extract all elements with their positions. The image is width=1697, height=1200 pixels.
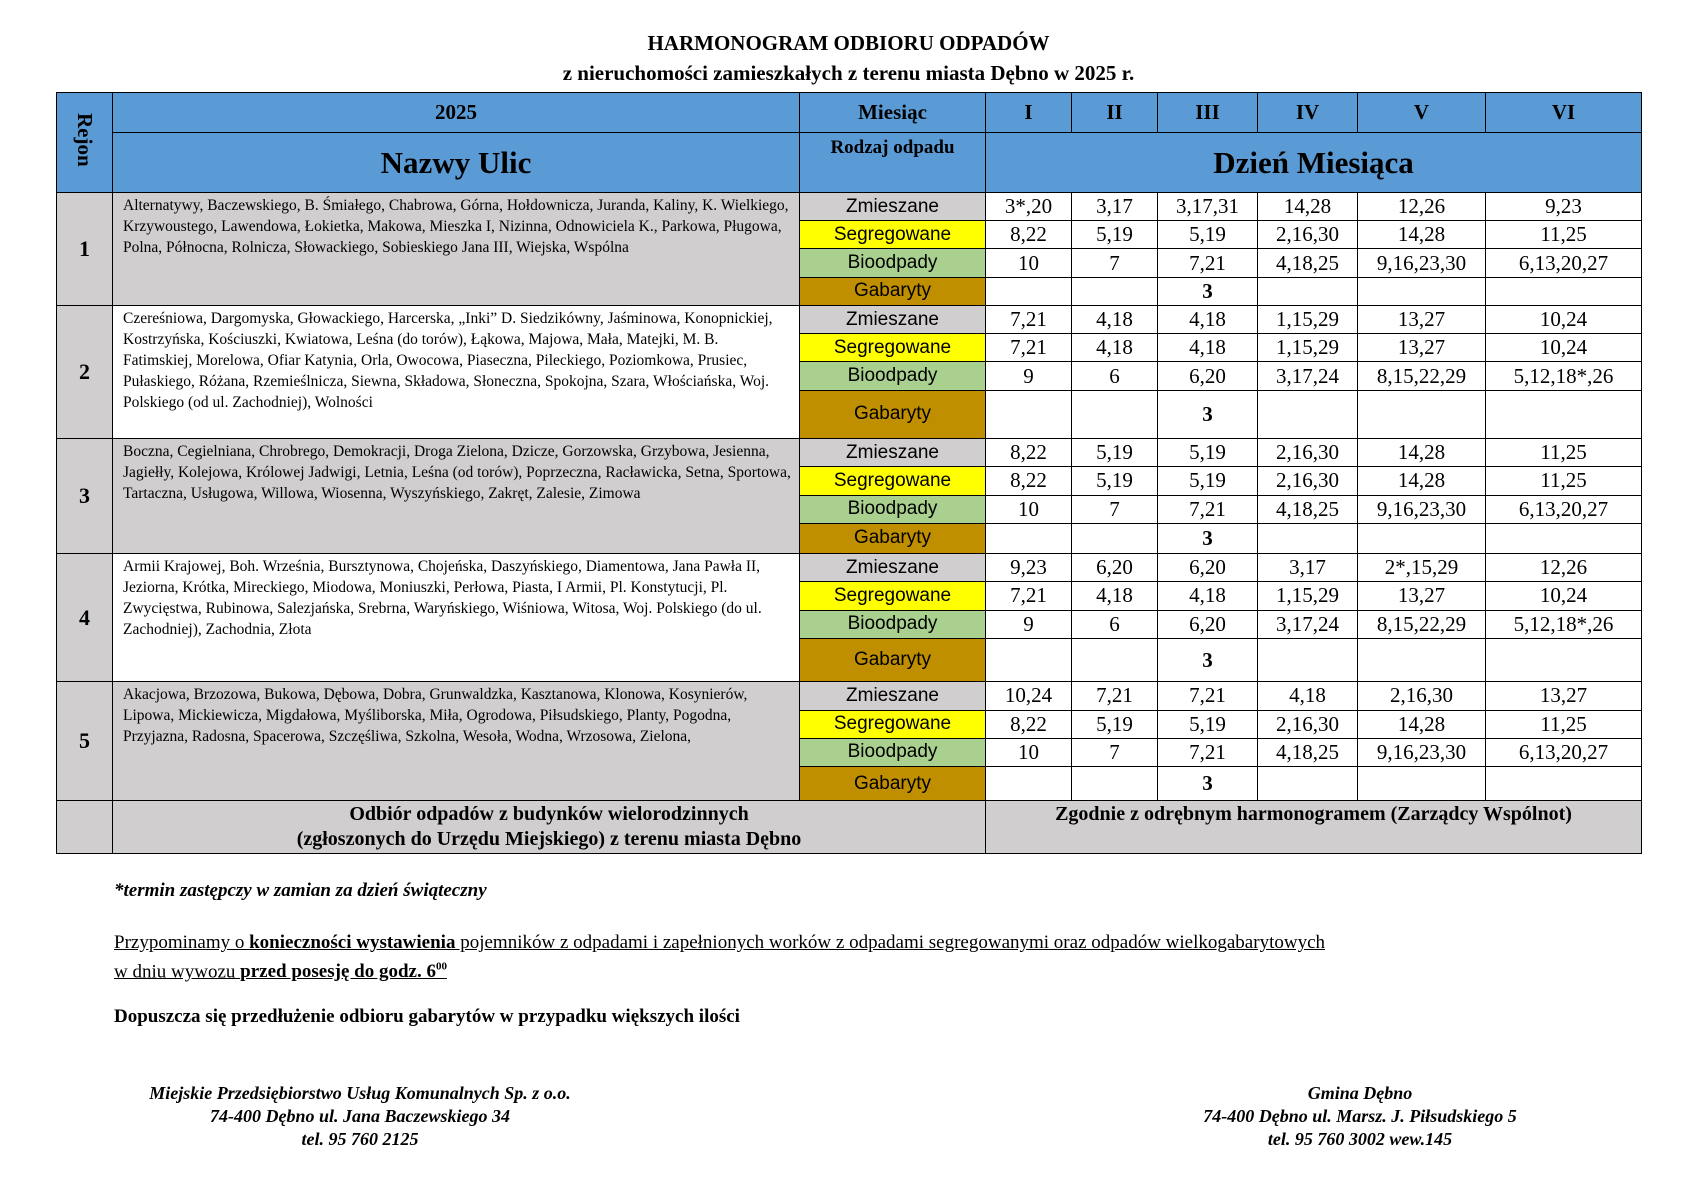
day-cell: 1,15,29 bbox=[1258, 334, 1358, 362]
waste-type-segregowane: Segregowane bbox=[800, 467, 986, 495]
day-cell: 4,18,25 bbox=[1258, 495, 1358, 523]
waste-type-gabaryty: Gabaryty bbox=[800, 277, 986, 305]
day-cell bbox=[986, 523, 1072, 553]
day-cell: 4,18 bbox=[1072, 582, 1158, 610]
day-cell bbox=[1358, 390, 1486, 438]
waste-type-zmieszane: Zmieszane bbox=[800, 682, 986, 710]
day-cell: 6,20 bbox=[1158, 610, 1258, 638]
day-cell: 3 bbox=[1158, 277, 1258, 305]
day-cell: 3 bbox=[1158, 767, 1258, 801]
day-cell: 7,21 bbox=[1072, 682, 1158, 710]
day-cell: 14,28 bbox=[1358, 710, 1486, 738]
day-cell: 11,25 bbox=[1486, 221, 1642, 249]
region-number: 4 bbox=[57, 554, 113, 682]
day-cell: 6 bbox=[1072, 362, 1158, 390]
day-cell: 4,18 bbox=[1072, 305, 1158, 333]
day-cell: 13,27 bbox=[1486, 682, 1642, 710]
day-cell: 6,20 bbox=[1158, 362, 1258, 390]
day-cell bbox=[1258, 767, 1358, 801]
day-cell: 9,16,23,30 bbox=[1358, 495, 1486, 523]
day-cell bbox=[1486, 277, 1642, 305]
schedule-row bbox=[57, 192, 1642, 220]
day-cell: 5,19 bbox=[1072, 710, 1158, 738]
day-cell bbox=[1486, 523, 1642, 553]
day-cell: 4,18 bbox=[1158, 334, 1258, 362]
day-cell: 10,24 bbox=[1486, 305, 1642, 333]
day-cell: 1,15,29 bbox=[1258, 305, 1358, 333]
day-cell: 4,18 bbox=[1158, 305, 1258, 333]
day-cell bbox=[986, 767, 1072, 801]
day-cell: 4,18 bbox=[1158, 582, 1258, 610]
day-cell: 10,24 bbox=[986, 682, 1072, 710]
region-number: 1 bbox=[57, 192, 113, 305]
day-cell: 12,26 bbox=[1486, 554, 1642, 582]
day-cell: 5,19 bbox=[1158, 221, 1258, 249]
schedule-row bbox=[57, 682, 1642, 710]
waste-type-zmieszane: Zmieszane bbox=[800, 305, 986, 333]
day-cell bbox=[1258, 638, 1358, 681]
day-cell: 7,21 bbox=[986, 305, 1072, 333]
day-cell: 3,17,24 bbox=[1258, 610, 1358, 638]
day-cell: 14,28 bbox=[1358, 221, 1486, 249]
day-cell bbox=[1072, 277, 1158, 305]
day-cell bbox=[986, 638, 1072, 681]
waste-type-bioodpady: Bioodpady bbox=[800, 362, 986, 390]
day-cell: 3,17,31 bbox=[1158, 192, 1258, 220]
day-cell bbox=[1358, 638, 1486, 681]
day-cell: 5,19 bbox=[1158, 710, 1258, 738]
day-cell: 11,25 bbox=[1486, 467, 1642, 495]
month-header: I bbox=[986, 93, 1072, 133]
miesiac-header: Miesiąc bbox=[800, 93, 986, 133]
day-cell: 14,28 bbox=[1358, 467, 1486, 495]
month-header: VI bbox=[1486, 93, 1642, 133]
waste-type-zmieszane: Zmieszane bbox=[800, 192, 986, 220]
document-subtitle: z nieruchomości zamieszkałych z terenu miasta Dębno w 2025 r. bbox=[562, 61, 1135, 85]
day-cell: 10 bbox=[986, 738, 1072, 766]
waste-type-gabaryty: Gabaryty bbox=[800, 767, 986, 801]
day-cell bbox=[1258, 277, 1358, 305]
day-cell bbox=[1358, 277, 1486, 305]
waste-type-gabaryty: Gabaryty bbox=[800, 523, 986, 553]
day-cell: 5,19 bbox=[1072, 439, 1158, 467]
footer-rejon-cell bbox=[57, 801, 113, 854]
day-cell: 3*,20 bbox=[986, 192, 1072, 220]
day-cell bbox=[1486, 638, 1642, 681]
waste-type-bioodpady: Bioodpady bbox=[800, 738, 986, 766]
day-cell: 7,21 bbox=[1158, 682, 1258, 710]
day-cell bbox=[1258, 523, 1358, 553]
day-cell: 8,22 bbox=[986, 710, 1072, 738]
day-cell: 8,22 bbox=[986, 439, 1072, 467]
day-cell: 11,25 bbox=[1486, 710, 1642, 738]
waste-type-zmieszane: Zmieszane bbox=[800, 554, 986, 582]
day-cell: 6 bbox=[1072, 610, 1158, 638]
rodzaj-odpadu-header: Rodzaj odpadu bbox=[800, 133, 986, 193]
waste-type-segregowane: Segregowane bbox=[800, 221, 986, 249]
schedule-table bbox=[56, 92, 1642, 854]
street-list: Akacjowa, Brzozowa, Bukowa, Dębowa, Dobra, Grunwaldzka, Kasztanowa, Klonowa, Kosynierów, Lipowa, Mickiewicza, Migdałowa, Myśliborska, Miła, Ogrodowa, Piłsudskiego, Planty, Pogodna, Przyjazna, Radosna, Spacerowa, Szczęśliwa, Szkolna, Wesoła, Wodna, Wrzosowa, Zielona, bbox=[113, 682, 800, 801]
day-cell: 13,27 bbox=[1358, 305, 1486, 333]
street-list: Alternatywy, Baczewskiego, B. Śmiałego, Chabrowa, Górna, Hołdownicza, Juranda, Kaliny, K. Wielkiego, Krzywoustego, Lawendowa, Łokietka, Makowa, Mieszka I, Nizinna, Odnowiciela K., Parkowa, Pługowa, Polna, Północna, Rolnicza, Słowackiego, Sobieskiego Jana III, Wiejska, Wspólna bbox=[113, 192, 800, 305]
footer-row bbox=[57, 801, 1642, 854]
schedule-row bbox=[57, 554, 1642, 582]
day-cell bbox=[1072, 390, 1158, 438]
dzien-miesiaca-header: Dzień Miesiąca bbox=[986, 133, 1642, 193]
day-cell: 14,28 bbox=[1258, 192, 1358, 220]
day-cell: 6,20 bbox=[1158, 554, 1258, 582]
day-cell: 2,16,30 bbox=[1258, 439, 1358, 467]
day-cell: 9 bbox=[986, 362, 1072, 390]
day-cell: 7,21 bbox=[1158, 738, 1258, 766]
day-cell: 7,21 bbox=[986, 582, 1072, 610]
day-cell: 3,17 bbox=[1072, 192, 1158, 220]
day-cell: 10,24 bbox=[1486, 582, 1642, 610]
day-cell: 5,19 bbox=[1072, 221, 1158, 249]
day-cell: 5,19 bbox=[1072, 467, 1158, 495]
day-cell: 7,21 bbox=[1158, 495, 1258, 523]
waste-type-bioodpady: Bioodpady bbox=[800, 495, 986, 523]
day-cell: 7 bbox=[1072, 495, 1158, 523]
schedule-row bbox=[57, 305, 1642, 333]
region-number: 3 bbox=[57, 439, 113, 554]
day-cell: 9,23 bbox=[986, 554, 1072, 582]
day-cell: 9,16,23,30 bbox=[1358, 738, 1486, 766]
day-cell: 3 bbox=[1158, 638, 1258, 681]
day-cell: 6,20 bbox=[1072, 554, 1158, 582]
day-cell: 7,21 bbox=[1158, 249, 1258, 277]
document-title: HARMONOGRAM ODBIORU ODPADÓW bbox=[647, 31, 1050, 55]
day-cell: 8,15,22,29 bbox=[1358, 610, 1486, 638]
day-cell: 8,22 bbox=[986, 221, 1072, 249]
day-cell: 11,25 bbox=[1486, 439, 1642, 467]
month-header: III bbox=[1158, 93, 1258, 133]
month-header: II bbox=[1072, 93, 1158, 133]
day-cell: 4,18 bbox=[1258, 682, 1358, 710]
street-list: Armii Krajowej, Boh. Września, Bursztynowa, Chojeńska, Daszyńskiego, Diamentowa, Jana Pawła II, Jeziorna, Krótka, Mireckiego, Miodowa, Moniuszki, Perłowa, Piasta, I Armii, Pl. Konstytucji, Pl. Zwycięstwa, Rubinowa, Salezjańska, Srebrna, Waryńskiego, Wiśniowa, Witosa, Woj. Polskiego (do ul. Zachodniej), Zachodnia, Złota bbox=[113, 554, 800, 682]
day-cell: 3 bbox=[1158, 390, 1258, 438]
day-cell bbox=[1072, 767, 1158, 801]
day-cell bbox=[1358, 523, 1486, 553]
day-cell: 7 bbox=[1072, 738, 1158, 766]
multi-family-line-1: Odbiór odpadów z budynków wielorodzinnych bbox=[349, 803, 749, 826]
day-cell: 5,12,18*,26 bbox=[1486, 610, 1642, 638]
region-number: 2 bbox=[57, 305, 113, 438]
day-cell: 3 bbox=[1158, 523, 1258, 553]
day-cell: 13,27 bbox=[1358, 582, 1486, 610]
day-cell: 1,15,29 bbox=[1258, 582, 1358, 610]
day-cell: 9,23 bbox=[1486, 192, 1642, 220]
holiday-note: *termin zastępczy w zamian za dzień świąteczny bbox=[114, 880, 487, 901]
multi-family-note bbox=[113, 801, 986, 854]
region-number: 5 bbox=[57, 682, 113, 801]
day-cell: 13,27 bbox=[1358, 334, 1486, 362]
day-cell bbox=[986, 390, 1072, 438]
day-cell: 7,21 bbox=[986, 334, 1072, 362]
day-cell: 9,16,23,30 bbox=[1358, 249, 1486, 277]
waste-type-segregowane: Segregowane bbox=[800, 334, 986, 362]
schedule-row bbox=[57, 439, 1642, 467]
extension-note: Dopuszcza się przedłużenie odbioru gabarytów w przypadku większych ilości bbox=[114, 1006, 740, 1027]
day-cell: 3,17,24 bbox=[1258, 362, 1358, 390]
separate-schedule-note: Zgodnie z odrębnym harmonogramem (Zarządcy Wspólnot) bbox=[986, 801, 1642, 854]
month-header: IV bbox=[1258, 93, 1358, 133]
reminder-text: Przypominamy o konieczności wystawienia pojemników z odpadami i zapełnionych worków z odpadami segregowanymi oraz odpadów wielkogabarytowych w dniu wywozu przed posesję do godz. $6^{00}$ bbox=[114, 932, 1325, 983]
waste-type-segregowane: Segregowane bbox=[800, 582, 986, 610]
waste-type-bioodpady: Bioodpady bbox=[800, 249, 986, 277]
day-cell bbox=[1258, 390, 1358, 438]
year-header: 2025 bbox=[113, 93, 800, 133]
day-cell: 4,18,25 bbox=[1258, 738, 1358, 766]
day-cell bbox=[1486, 390, 1642, 438]
day-cell: 4,18 bbox=[1072, 334, 1158, 362]
waste-type-zmieszane: Zmieszane bbox=[800, 439, 986, 467]
day-cell: 14,28 bbox=[1358, 439, 1486, 467]
day-cell: 9 bbox=[986, 610, 1072, 638]
waste-type-bioodpady: Bioodpady bbox=[800, 610, 986, 638]
day-cell: 2,16,30 bbox=[1258, 221, 1358, 249]
day-cell: 6,13,20,27 bbox=[1486, 495, 1642, 523]
day-cell bbox=[1072, 523, 1158, 553]
multi-family-line-2: (zgłoszonych do Urzędu Miejskiego) z terenu miasta Dębno bbox=[296, 828, 802, 851]
day-cell: 7 bbox=[1072, 249, 1158, 277]
waste-type-gabaryty: Gabaryty bbox=[800, 638, 986, 681]
day-cell: 2,16,30 bbox=[1258, 467, 1358, 495]
signature-mpuk: Miejskie Przedsiębiorstwo Usług Komunalnych Sp. z o.o. 74-400 Dębno ul. Jana Baczewskiego 34 tel. 95 760 2125 bbox=[149, 1083, 571, 1149]
month-header: V bbox=[1358, 93, 1486, 133]
waste-type-gabaryty: Gabaryty bbox=[800, 390, 986, 438]
day-cell: 2,16,30 bbox=[1358, 682, 1486, 710]
day-cell: 2*,15,29 bbox=[1358, 554, 1486, 582]
day-cell: 8,22 bbox=[986, 467, 1072, 495]
nazwy-ulic-header: Nazwy Ulic bbox=[113, 133, 800, 193]
street-list: Boczna, Cegielniana, Chrobrego, Demokracji, Droga Zielona, Dzicze, Gorzowska, Grzybowa, Jesienna, Jagiełły, Kolejowa, Królowej Jadwigi, Letnia, Leśna (od torów), Poprzeczna, Racławicka, Setna, Sportowa, Tartaczna, Usługowa, Willowa, Wiosenna, Wyszyńskiego, Zakręt, Zalesie, Zimowa bbox=[113, 439, 800, 554]
day-cell: 2,16,30 bbox=[1258, 710, 1358, 738]
waste-type-segregowane: Segregowane bbox=[800, 710, 986, 738]
day-cell bbox=[1072, 638, 1158, 681]
signature-gmina: Gmina Dębno 74-400 Dębno ul. Marsz. J. Piłsudskiego 5 tel. 95 760 3002 wew.145 bbox=[1203, 1083, 1517, 1149]
day-cell: 10 bbox=[986, 249, 1072, 277]
day-cell: 4,18,25 bbox=[1258, 249, 1358, 277]
day-cell: 5,19 bbox=[1158, 439, 1258, 467]
day-cell bbox=[986, 277, 1072, 305]
day-cell: 3,17 bbox=[1258, 554, 1358, 582]
street-list: Czereśniowa, Dargomyska, Głowackiego, Harcerska, „Inki” D. Siedzikówny, Jaśminowa, Konopnickiej, Kostrzyńska, Kościuszki, Kwiatowa, Leśna (do torów), Łąkowa, Majowa, Mała, Matejki, M. B. Fatimskiej, Morelowa, Ofiar Katynia, Orla, Owocowa, Piaseczna, Pileckiego, Poziomkowa, Prusiec, Pułaskiego, Różana, Rzemieślnicza, Siewna, Składowa, Słoneczna, Spokojna, Szara, Włościańska, Woj. Polskiego (od ul. Zachodniej), Wolności bbox=[113, 305, 800, 438]
day-cell: 12,26 bbox=[1358, 192, 1486, 220]
day-cell: 5,19 bbox=[1158, 467, 1258, 495]
day-cell bbox=[1358, 767, 1486, 801]
day-cell: 10,24 bbox=[1486, 334, 1642, 362]
day-cell: 8,15,22,29 bbox=[1358, 362, 1486, 390]
rejon-header: Rejon bbox=[57, 93, 113, 193]
day-cell: 10 bbox=[986, 495, 1072, 523]
day-cell bbox=[1486, 767, 1642, 801]
day-cell: 6,13,20,27 bbox=[1486, 249, 1642, 277]
day-cell: 6,13,20,27 bbox=[1486, 738, 1642, 766]
day-cell: 5,12,18*,26 bbox=[1486, 362, 1642, 390]
